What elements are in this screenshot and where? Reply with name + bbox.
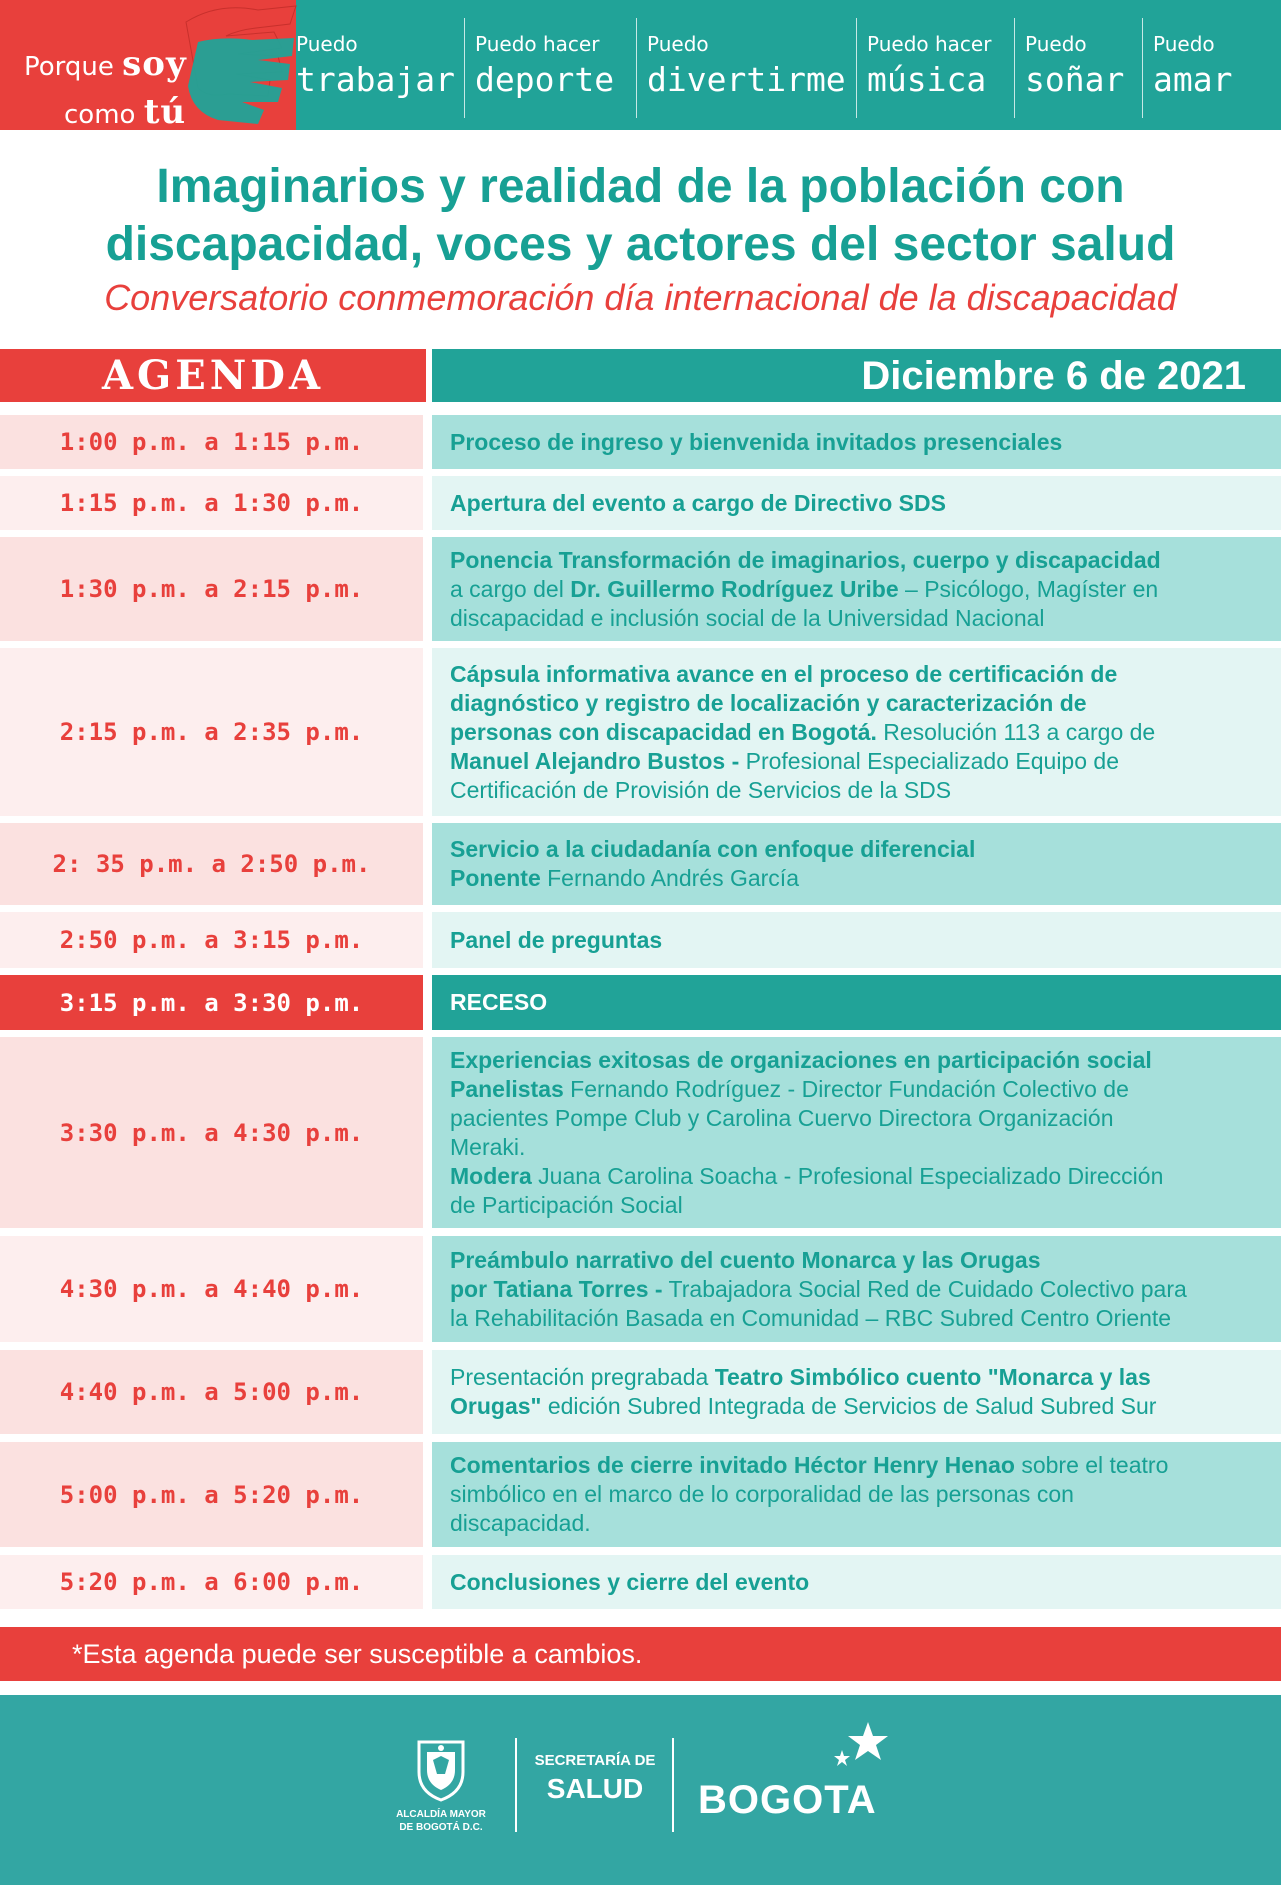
agenda-text-segment: simbólico en el marco de lo corporalidad de las personas con [450, 1481, 1074, 1507]
agenda-time-cell [0, 1555, 423, 1609]
agenda-text-segment: la Rehabilitación Basada en Comunidad – RBC Subred Centro Oriente [450, 1304, 1172, 1331]
agenda-text-segment: edición Subred Integrada de Servicios de Salud Subred Sur [541, 1393, 1157, 1419]
nav-item-big-label: música [867, 60, 987, 99]
disclaimer-note: *Esta agenda puede ser susceptible a cambios. [72, 1639, 643, 1669]
agenda-text-segment: Fernando Rodríguez - Director Fundación Colectivo de [563, 1075, 1129, 1102]
agenda-time: 3:30 p.m. a 4:30 p.m. [59, 1118, 364, 1147]
alcaldia-logo-text: ALCALDÍA MAYOR DE BOGOTÁ D.C. [396, 1809, 486, 1833]
agenda-time: 4:30 p.m. a 4:40 p.m. [59, 1275, 364, 1303]
agenda-description-line [450, 689, 1241, 718]
agenda-text-segment: Cápsula informativa avance en el proceso de certificación de [450, 660, 1118, 687]
agenda-description-line [450, 718, 1241, 747]
nav-item-small-label: Puedo [647, 32, 709, 56]
agenda-time-cell [0, 1037, 423, 1228]
nav-item-small-label: Puedo [296, 32, 358, 56]
agenda-text-segment: Experiencias exitosas de organizaciones en participación social [450, 1046, 1152, 1073]
agenda-text-segment: diagnóstico y registro de localización y caracterización de [450, 689, 1087, 716]
agenda-text-segment: Panelistas [450, 1075, 564, 1102]
agenda-time: 5:20 p.m. a 6:00 p.m. [59, 1568, 364, 1596]
agenda-description-line [450, 604, 1241, 633]
agenda-description-line [450, 1046, 1241, 1075]
agenda-description-line [450, 1075, 1241, 1104]
nav-item-divertirme [636, 18, 856, 118]
page-title-line-1: Imaginarios y realidad de la población con [156, 160, 1125, 213]
agenda-text-segment: Dr. Guillermo Rodríguez Uribe [570, 575, 899, 602]
footer-divider [515, 1738, 517, 1832]
agenda-time: 1:15 p.m. a 1:30 p.m. [59, 489, 364, 517]
agenda-description-line [450, 1191, 1241, 1220]
agenda-description-line [450, 1451, 1241, 1480]
agenda-text-segment: Profesional Especializado Equipo de [739, 747, 1119, 774]
agenda-time-cell [0, 648, 423, 816]
nav-item-deporte [464, 18, 636, 118]
agenda-text-segment: Preámbulo narrativo del cuento Monarca y las Orugas [450, 1246, 1041, 1273]
agenda-text-segment: Presentación pregrabada [450, 1364, 715, 1390]
agenda-description-line [450, 1363, 1241, 1392]
agenda-description-cell [432, 415, 1281, 469]
agenda-time: 2:50 p.m. a 3:15 p.m. [59, 926, 364, 954]
nav-item-big-label: trabajar [296, 60, 455, 99]
agenda-description-line [450, 660, 1241, 689]
agenda-text-segment: discapacidad e inclusión social de la Universidad Nacional [450, 604, 1045, 631]
agenda-time: 1:30 p.m. a 2:15 p.m. [59, 575, 364, 603]
nav-item-small-label: Puedo [1025, 32, 1087, 56]
agenda-description-line [450, 1275, 1241, 1304]
agenda-time-cell [0, 1236, 423, 1342]
agenda-text-segment: Proceso de ingreso y bienvenida invitados presenciales [450, 428, 1063, 455]
agenda-text-segment: – Psicólogo, Magíster en [898, 575, 1159, 602]
agenda-description-cell [432, 476, 1281, 530]
agenda-label: AGENDA [102, 352, 324, 399]
agenda-text-segment: Fernando Andrés García [540, 865, 799, 891]
nav-item-sonar [1014, 18, 1142, 118]
agenda-description-line [450, 988, 1241, 1017]
agenda-text-segment: Orugas" [450, 1393, 542, 1419]
agenda-description-cell [432, 1350, 1281, 1434]
agenda-description-line [450, 1133, 1241, 1162]
agenda-time: 4:40 p.m. a 5:00 p.m. [59, 1378, 364, 1406]
agenda-description-line [450, 926, 1241, 955]
agenda-text-segment: Servicio a la ciudadanía con enfoque diferencial [450, 836, 976, 862]
agenda-description-line [450, 835, 1241, 864]
agenda-description-line [450, 864, 1241, 893]
agenda-time: 2:15 p.m. a 2:35 p.m. [59, 718, 364, 746]
agenda-description-cell [432, 975, 1281, 1030]
agenda-description-line [450, 1162, 1241, 1191]
agenda-description-cell [432, 1037, 1281, 1228]
nav-item-small-label: Puedo hacer [475, 32, 600, 56]
agenda-text-segment: sobre el teatro [1014, 1452, 1169, 1478]
agenda-text-segment: personas con discapacidad en Bogotá. [450, 718, 877, 745]
page-subtitle: Conversatorio conmemoración día internacional de la discapacidad [104, 277, 1177, 318]
agenda-description-line [450, 428, 1241, 457]
hands-icon [178, 2, 300, 128]
agenda-time: 5:00 p.m. a 5:20 p.m. [59, 1480, 364, 1509]
agenda-text-segment: RECESO [450, 989, 548, 1015]
agenda-date: Diciembre 6 de 2021 [861, 354, 1246, 398]
agenda-description-cell [432, 537, 1281, 641]
page-title-line-2: discapacidad, voces y actores del sector salud [105, 218, 1176, 271]
agenda-text-segment: Manuel Alejandro Bustos - [450, 747, 740, 774]
secretaria-salud-logo: SECRETARÍA DE SALUD [534, 1752, 656, 1804]
agenda-time: 1:00 p.m. a 1:15 p.m. [59, 428, 364, 456]
agenda-description-line [450, 1392, 1241, 1421]
agenda-description-cell [432, 912, 1281, 968]
agenda-description-cell [432, 1236, 1281, 1342]
agenda-text-segment: a cargo del [450, 575, 571, 602]
agenda-text-segment: discapacidad. [450, 1510, 591, 1536]
nav-item-musica [856, 18, 1014, 118]
nav-item-small-label: Puedo hacer [867, 32, 992, 56]
nav-item-amar [1142, 18, 1270, 118]
agenda-time: 3:15 p.m. a 3:30 p.m. [59, 988, 364, 1017]
brand-line-2: como tú [64, 92, 187, 132]
nav-item-big-label: divertirme [647, 60, 846, 99]
agenda-text-segment: Resolución 113 a cargo de [876, 718, 1156, 745]
agenda-time-cell [0, 1350, 423, 1434]
agenda-text-segment: Teatro Simbólico cuento "Monarca y las [714, 1364, 1151, 1390]
agenda-text-segment: pacientes Pompe Club y Carolina Cuervo Directora Organización [450, 1104, 1114, 1131]
agenda-time: 2: 35 p.m. a 2:50 p.m. [52, 850, 371, 878]
agenda-text-segment: de Participación Social [450, 1191, 683, 1218]
footer-divider [672, 1738, 674, 1832]
agenda-description-line [450, 489, 1241, 518]
agenda-text-segment: Comentarios de cierre invitado Héctor Henry Henao [450, 1452, 1015, 1478]
agenda-description-cell [432, 823, 1281, 905]
agenda-description-line [450, 575, 1241, 604]
agenda-description-line [450, 1304, 1241, 1333]
agenda-description-line [450, 1509, 1241, 1538]
agenda-time-cell [0, 1442, 423, 1547]
bogota-logo-text: BOGOTA [698, 1778, 877, 1822]
agenda-text-segment: Conclusiones y cierre del evento [450, 1568, 810, 1595]
agenda-time-cell [0, 537, 423, 641]
agenda-time-cell [0, 415, 423, 469]
agenda-text-segment: Certificación de Provisión de Servicios de la SDS [450, 776, 952, 803]
agenda-time-cell [0, 823, 423, 905]
nav-item-trabajar [286, 18, 464, 118]
agenda-text-segment: Modera [450, 1162, 532, 1189]
agenda-text-segment: Juana Carolina Soacha [531, 1162, 778, 1189]
nav-item-big-label: soñar [1025, 60, 1125, 99]
agenda-description-cell [432, 648, 1281, 816]
agenda-text-segment: Ponente [450, 865, 541, 891]
agenda-description-line [450, 747, 1241, 776]
agenda-text-segment: Meraki. [450, 1133, 526, 1160]
agenda-text-segment: Panel de preguntas [450, 926, 663, 953]
agenda-description-line [450, 1246, 1241, 1275]
agenda-text-segment: Apertura del evento a cargo de Directivo SDS [450, 489, 946, 516]
agenda-description-line [450, 776, 1241, 805]
agenda-time-cell [0, 975, 423, 1030]
agenda-description-line [450, 1104, 1241, 1133]
bogota-stars-icon [826, 1720, 892, 1780]
agenda-description-line [450, 546, 1241, 575]
nav-item-small-label: Puedo [1153, 32, 1215, 56]
agenda-text-segment: por Tatiana Torres - [450, 1275, 663, 1302]
agenda-text-segment: - Profesional Especializado Dirección [777, 1162, 1164, 1189]
agenda-time-cell [0, 476, 423, 530]
agenda-time-cell [0, 912, 423, 968]
bogota-coat-of-arms-icon [413, 1738, 469, 1804]
agenda-description-cell [432, 1555, 1281, 1609]
agenda-description-cell [432, 1442, 1281, 1547]
agenda-description-line [450, 1568, 1241, 1597]
nav-item-big-label: amar [1153, 60, 1233, 99]
brand-line-1: Porque soy [24, 44, 187, 84]
agenda-description-line [450, 1480, 1241, 1509]
agenda-text-segment: Ponencia Transformación de imaginarios, cuerpo y discapacidad [450, 546, 1161, 573]
nav-item-big-label: deporte [475, 60, 615, 99]
agenda-text-segment: Trabajadora Social Red de Cuidado Colectivo para [662, 1275, 1187, 1302]
